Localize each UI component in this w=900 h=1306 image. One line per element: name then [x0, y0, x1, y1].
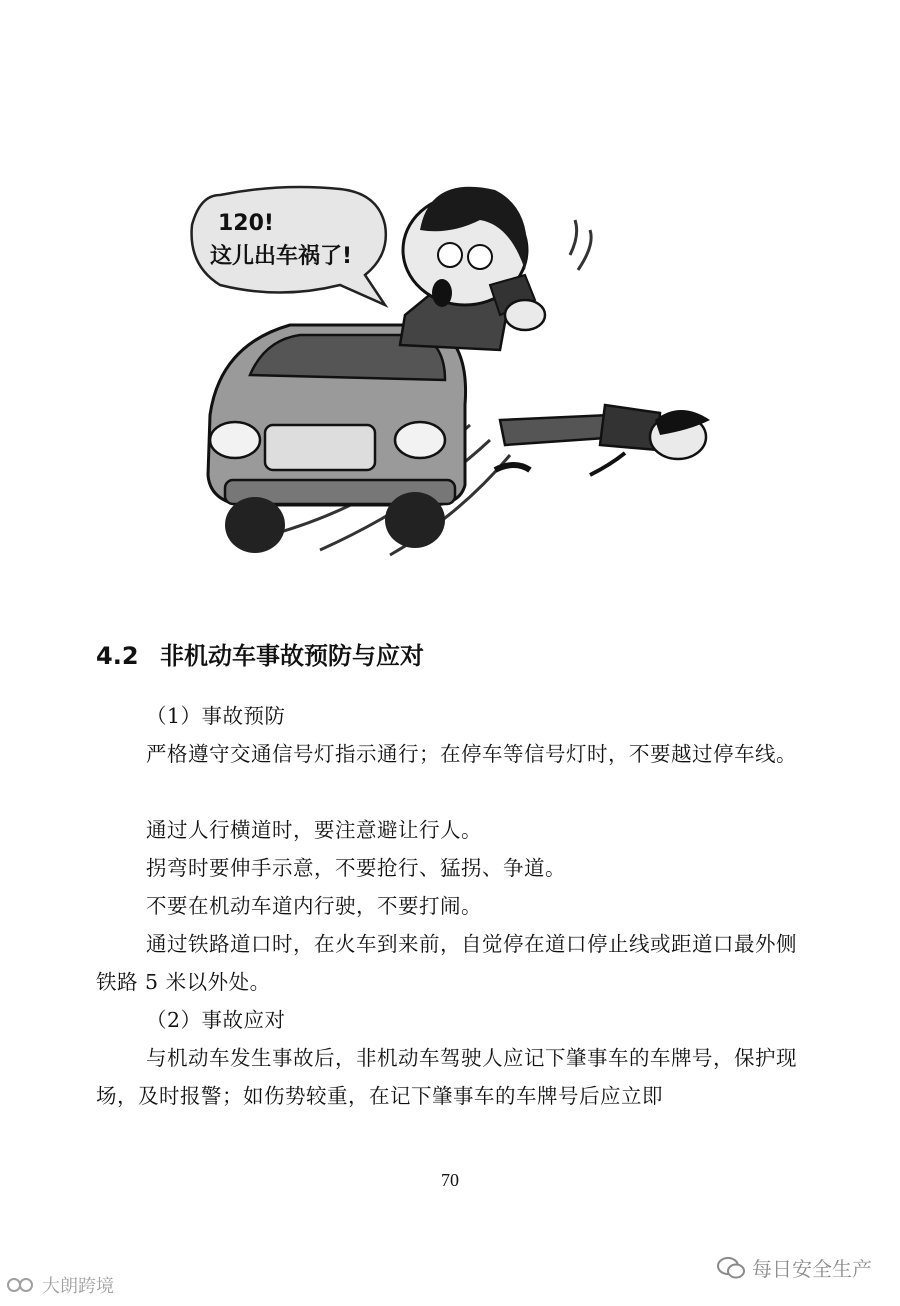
victim-drawing: [495, 405, 710, 475]
car-drawing: [208, 325, 466, 553]
paragraph: 通过人行横道时，要注意避让行人。: [146, 818, 482, 842]
subheading-prevention: （1）事故预防: [146, 704, 286, 728]
driver-drawing: [400, 187, 545, 350]
speech-line-1: 120!: [218, 211, 274, 236]
section-number: 4.2: [96, 642, 139, 670]
paragraph: 严格遵守交通信号灯指示通行；在停车等信号灯时，不要越过停车线。: [146, 742, 797, 766]
speech-line-2: 这儿出车祸了!: [210, 244, 353, 269]
subheading-response: （2）事故应对: [146, 1008, 286, 1032]
section-title: 非机动车事故预防与应对: [160, 642, 424, 670]
watermark-left: [6, 1272, 114, 1298]
paragraph: 拐弯时要伸手示意，不要抢行、猛拐、争道。: [146, 856, 566, 880]
section-heading: [96, 636, 424, 671]
watermark-right: [716, 1253, 872, 1282]
wechat-icon: [716, 1256, 746, 1280]
paragraph: 不要在机动车道内行驶，不要打闹。: [146, 894, 482, 918]
watermark-right-text: 每日安全生产: [752, 1257, 872, 1281]
watermark-left-text: 大朗跨境: [42, 1276, 114, 1297]
car-accident-illustration: [180, 175, 730, 565]
paragraph: 通过铁路道口时，在火车到来前，自觉停在道口停止线或距道口最外侧铁路 5 米以外处。: [96, 932, 797, 994]
logo-icon: [6, 1275, 38, 1295]
paragraph: 与机动车发生事故后，非机动车驾驶人应记下肇事车的车牌号，保护现场，及时报警；如伤势较重，在记下肇事车的车牌号后应立即: [96, 1046, 797, 1108]
page-number: 70: [441, 1170, 459, 1190]
speech-bubble: [192, 187, 386, 305]
